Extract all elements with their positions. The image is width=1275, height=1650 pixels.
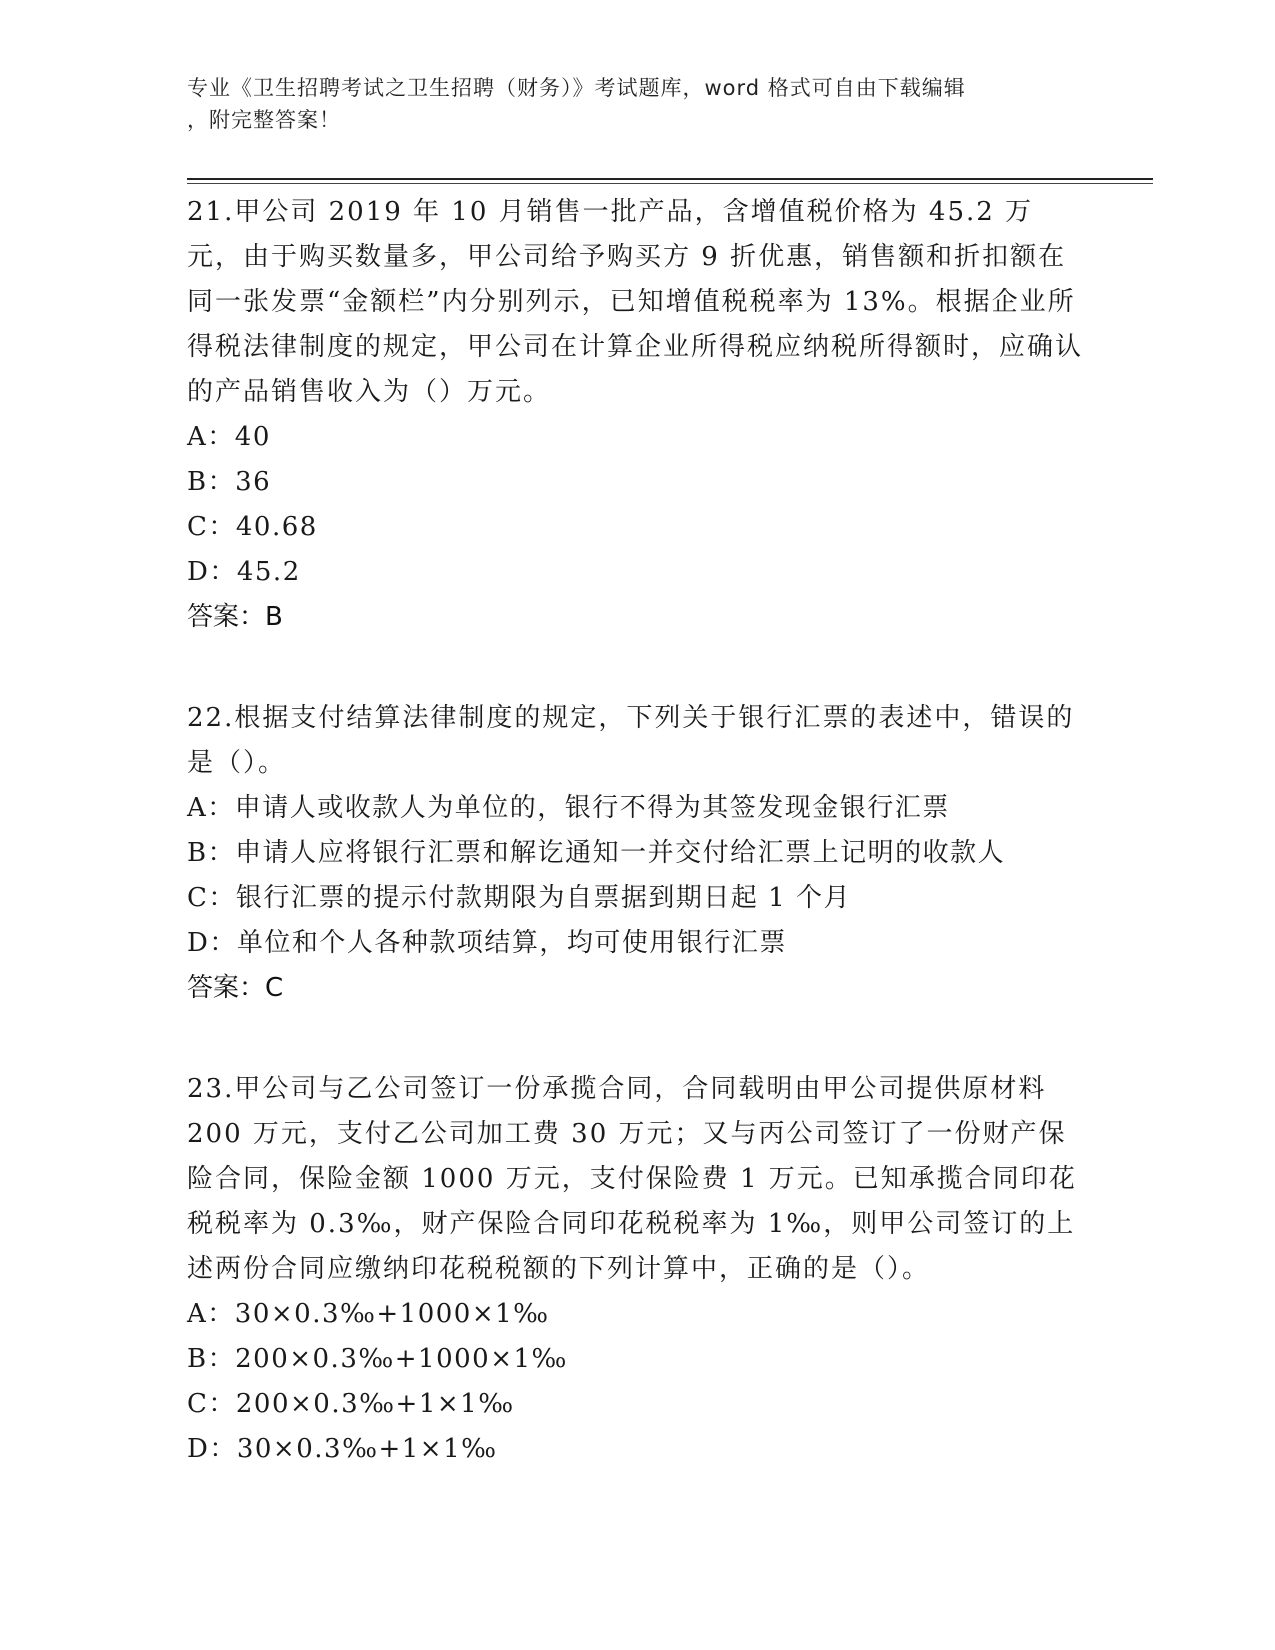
header-line-2: ，附完整答案！ bbox=[187, 108, 341, 132]
question-23 bbox=[187, 1067, 1087, 1472]
header-divider-thin bbox=[187, 183, 1153, 184]
question-22 bbox=[187, 696, 1087, 1011]
question-21 bbox=[187, 190, 1087, 640]
header-divider-thick bbox=[187, 178, 1153, 180]
option-d: D：30×0.3‰+1×1‰ bbox=[187, 1434, 498, 1464]
option-a: A：申请人或收款人为单位的，银行不得为其签发现金银行汇票 bbox=[187, 793, 950, 823]
answer-label: 答案：B bbox=[187, 602, 283, 632]
option-c: C：银行汇票的提示付款期限为自票据到期日起 1 个月 bbox=[187, 883, 851, 913]
option-b: B：36 bbox=[187, 467, 272, 497]
option-b: B：申请人应将银行汇票和解讫通知一并交付给汇票上记明的收款人 bbox=[187, 838, 1006, 868]
option-c: C：40.68 bbox=[187, 512, 318, 542]
question-list bbox=[187, 190, 1087, 1528]
option-b: B：200×0.3‰+1000×1‰ bbox=[187, 1344, 568, 1374]
option-d: D：单位和个人各种款项结算，均可使用银行汇票 bbox=[187, 928, 787, 958]
question-stem: 21.甲公司 2019 年 10 月销售一批产品，含增值税价格为 45.2 万元，由于购买数量多，甲公司给予购买方 9 折优惠，销售额和折扣额在同一张发票“金额栏”内分别列示，已知增值税税率为 13%。根据企业所得税法律制度的规定，甲公司在计算企业所得税应纳税所得额时，应确认的产品销售收入为（）万元。 bbox=[187, 197, 1084, 407]
option-d: D：45.2 bbox=[187, 557, 301, 587]
header-line-1: 专业《卫生招聘考试之卫生招聘（财务）》考试题库，word 格式可自由下载编辑 bbox=[187, 76, 966, 100]
option-a: A：30×0.3‰+1000×1‰ bbox=[187, 1299, 550, 1329]
answer-label: 答案：C bbox=[187, 973, 284, 1003]
page-header bbox=[187, 72, 1067, 136]
question-stem: 22.根据支付结算法律制度的规定，下列关于银行汇票的表述中，错误的是（）。 bbox=[187, 703, 1075, 778]
option-a: A：40 bbox=[187, 422, 271, 452]
option-c: C：200×0.3‰+1×1‰ bbox=[187, 1389, 515, 1419]
question-stem: 23.甲公司与乙公司签订一份承揽合同，合同载明由甲公司提供原材料 200 万元，支付乙公司加工费 30 万元；又与丙公司签订了一份财产保险合同，保险金额 1000 万元，支付保险费 1 万元。已知承揽合同印花税税率为 0.3‰，财产保险合同印花税税率为 1‰，则甲公司签订的上述两份合同应缴纳印花税税额的下列计算中，正确的是（）。 bbox=[187, 1074, 1077, 1284]
